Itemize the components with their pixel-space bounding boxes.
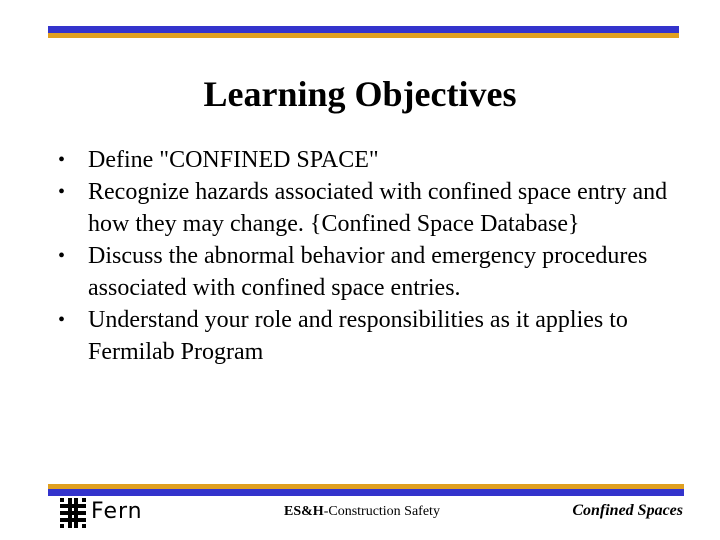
footer-course <box>284 504 440 520</box>
bullet-text: Define "CONFINED SPACE" <box>88 147 379 173</box>
logo-text: Fern <box>91 499 143 524</box>
top-rule <box>48 26 679 38</box>
bullet-item <box>58 144 678 176</box>
top-rule-blue <box>48 26 679 33</box>
fermilab-logo <box>60 497 160 529</box>
footer-course-text: -Construction Safety <box>323 504 440 519</box>
bullet-icon: • <box>58 181 66 203</box>
footer-topic: Confined Spaces <box>572 502 683 519</box>
bullet-item <box>58 176 678 240</box>
footer-course-bold: ES&H <box>284 504 324 519</box>
bullet-item <box>58 240 678 304</box>
bottom-rule-blue <box>48 489 684 496</box>
bullet-icon: • <box>58 245 66 267</box>
top-rule-gold <box>48 33 679 38</box>
fermilab-logo-icon <box>60 498 86 528</box>
bullet-list <box>58 144 678 368</box>
bullet-icon: • <box>58 309 66 331</box>
bullet-item <box>58 304 678 368</box>
slide-title: Learning Objectives <box>203 74 517 114</box>
bullet-text: Discuss the abnormal behavior and emergency procedures associated with confined space entries. <box>88 243 648 301</box>
bullet-text: Understand your role and responsibilities as it applies to Fermilab Program <box>88 307 628 365</box>
bullet-icon: • <box>58 149 66 171</box>
bottom-rule <box>48 484 684 496</box>
bullet-text: Recognize hazards associated with confined space entry and how they may change. {Confined Space Database} <box>88 179 668 237</box>
